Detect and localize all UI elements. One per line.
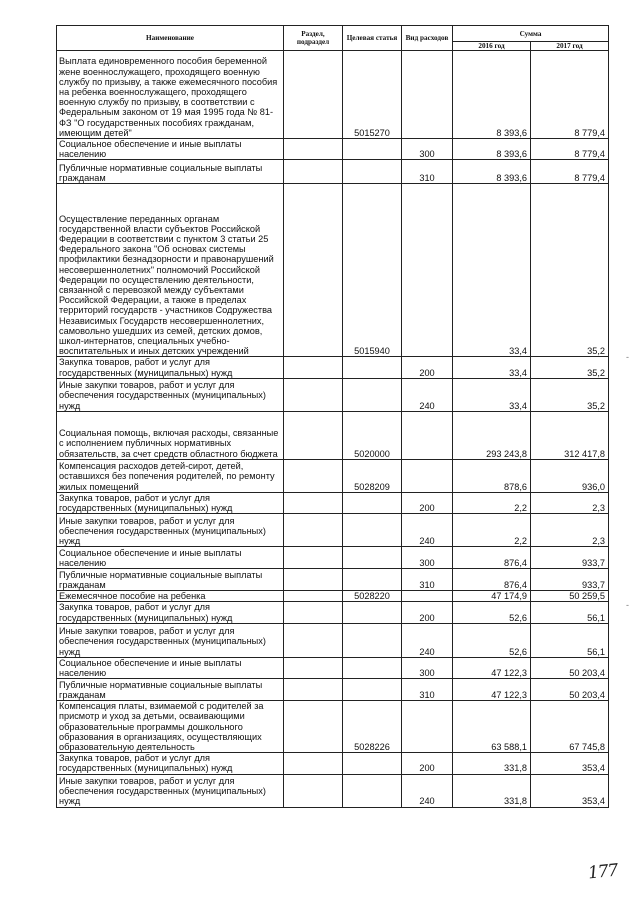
header-year-2017: 2017 год xyxy=(531,42,609,51)
page-number: 177 xyxy=(587,860,619,884)
row-kind-cell: 200 xyxy=(402,492,453,513)
row-section-cell xyxy=(284,184,343,357)
row-name-cell: Иные закупки товаров, работ и услуг для обеспечения государственных (муниципальных) нужд xyxy=(57,378,284,411)
row-kind-cell: 310 xyxy=(402,679,453,701)
row-sum-2017-cell: 50 203,4 xyxy=(531,657,609,678)
row-target-cell xyxy=(343,514,402,547)
row-sum-2016-cell: 2,2 xyxy=(453,492,531,513)
row-sum-2016-cell: 63 588,1 xyxy=(453,701,531,753)
row-kind-cell: 240 xyxy=(402,774,453,807)
row-target-cell xyxy=(343,492,402,513)
row-name-cell: Публичные нормативные социальные выплаты гражданам xyxy=(57,679,284,701)
row-section-cell xyxy=(284,411,343,459)
row-sum-2017-cell: 35,2 xyxy=(531,184,609,357)
row-name-cell: Социальное обеспечение и иные выплаты населению xyxy=(57,657,284,678)
table-row xyxy=(57,657,609,678)
row-kind-cell xyxy=(402,701,453,753)
row-sum-2016-cell: 293 243,8 xyxy=(453,411,531,459)
header-sum: Сумма xyxy=(453,26,609,42)
row-kind-cell xyxy=(402,184,453,357)
table-row xyxy=(57,623,609,657)
row-kind-cell: 200 xyxy=(402,753,453,774)
row-section-cell xyxy=(284,514,343,547)
row-target-cell xyxy=(343,160,402,184)
row-name-cell: Социальное обеспечение и иные выплаты населению xyxy=(57,547,284,569)
row-section-cell xyxy=(284,569,343,591)
row-target-cell: 5028226 xyxy=(343,701,402,753)
row-name-cell: Иные закупки товаров, работ и услуг для обеспечения государственных (муниципальных) нужд xyxy=(57,623,284,657)
row-kind-cell: 300 xyxy=(402,547,453,569)
row-target-cell xyxy=(343,602,402,623)
row-target-cell xyxy=(343,657,402,678)
row-kind-cell xyxy=(402,591,453,602)
row-section-cell xyxy=(284,701,343,753)
row-kind-cell: 200 xyxy=(402,357,453,378)
row-sum-2017-cell: 353,4 xyxy=(531,753,609,774)
row-section-cell xyxy=(284,623,343,657)
row-target-cell: 5015940 xyxy=(343,184,402,357)
row-name-cell: Ежемесячное пособие на ребенка xyxy=(57,591,284,602)
row-target-cell xyxy=(343,357,402,378)
table-row xyxy=(57,378,609,411)
budget-table xyxy=(56,25,609,808)
row-name-cell: Иные закупки товаров, работ и услуг для обеспечения государственных (муниципальных) нужд xyxy=(57,514,284,547)
row-name-cell: Компенсация расходов детей-сирот, детей, оставшихся без попечения родителей, по ремонту жилых помещений xyxy=(57,459,284,492)
table-row xyxy=(57,591,609,602)
row-sum-2017-cell: 35,2 xyxy=(531,378,609,411)
row-name-cell: Социальное обеспечение и иные выплаты населению xyxy=(57,139,284,160)
row-section-cell xyxy=(284,774,343,807)
row-target-cell: 5028220 xyxy=(343,591,402,602)
row-sum-2017-cell: 50 259,5 xyxy=(531,591,609,602)
row-target-cell xyxy=(343,753,402,774)
row-sum-2017-cell: 8 779,4 xyxy=(531,51,609,139)
row-name-cell: Публичные нормативные социальные выплаты гражданам xyxy=(57,569,284,591)
row-sum-2016-cell: 331,8 xyxy=(453,774,531,807)
row-kind-cell xyxy=(402,51,453,139)
row-name-cell: Социальная помощь, включая расходы, связанные с исполнением публичных нормативных обязательств, за счет средств областного бюджета xyxy=(57,411,284,459)
row-sum-2017-cell: 56,1 xyxy=(531,623,609,657)
row-sum-2016-cell: 47 174,9 xyxy=(453,591,531,602)
row-sum-2017-cell: 933,7 xyxy=(531,569,609,591)
table-row xyxy=(57,492,609,513)
table-row xyxy=(57,547,609,569)
row-name-cell: Закупка товаров, работ и услуг для государственных (муниципальных) нужд xyxy=(57,753,284,774)
header-target: Целевая статья xyxy=(343,26,402,51)
row-sum-2016-cell: 8 393,6 xyxy=(453,139,531,160)
row-sum-2016-cell: 52,6 xyxy=(453,602,531,623)
table-header xyxy=(57,26,609,51)
row-name-cell: Компенсация платы, взимаемой с родителей за присмотр и уход за детьми, осваивающими образовательные программы дошкольного образования в организациях, осуществляющих образовательную деятельность xyxy=(57,701,284,753)
row-section-cell xyxy=(284,357,343,378)
row-section-cell xyxy=(284,753,343,774)
row-target-cell xyxy=(343,378,402,411)
row-sum-2017-cell: 936,0 xyxy=(531,459,609,492)
row-kind-cell: 310 xyxy=(402,160,453,184)
row-section-cell xyxy=(284,51,343,139)
row-kind-cell: 300 xyxy=(402,657,453,678)
row-name-cell: Закупка товаров, работ и услуг для государственных (муниципальных) нужд xyxy=(57,492,284,513)
row-kind-cell: 240 xyxy=(402,623,453,657)
row-target-cell xyxy=(343,623,402,657)
table-body xyxy=(57,51,609,808)
table-row xyxy=(57,184,609,357)
row-target-cell xyxy=(343,547,402,569)
row-sum-2016-cell: 33,4 xyxy=(453,378,531,411)
row-target-cell xyxy=(343,139,402,160)
row-target-cell xyxy=(343,774,402,807)
row-name-cell: Выплата единовременного пособия беременной жене военнослужащего, проходящего военную службу по призыву, а также ежемесячного пособия на ребенка военнослужащего, проходящего военную службу по призыву, в соответствии с Федеральным законом от 19 мая 1995 года № 81-ФЗ "О государственных пособиях гражданам, имеющим детей" xyxy=(57,51,284,139)
row-target-cell xyxy=(343,569,402,591)
row-name-cell: Закупка товаров, работ и услуг для государственных (муниципальных) нужд xyxy=(57,602,284,623)
row-target-cell: 5015270 xyxy=(343,51,402,139)
row-sum-2016-cell: 331,8 xyxy=(453,753,531,774)
row-sum-2016-cell: 8 393,6 xyxy=(453,51,531,139)
row-sum-2016-cell: 33,4 xyxy=(453,357,531,378)
header-section: Раздел, подраздел xyxy=(284,26,343,51)
row-kind-cell: 240 xyxy=(402,514,453,547)
row-kind-cell: 240 xyxy=(402,378,453,411)
margin-mark: - xyxy=(626,600,629,610)
table-row xyxy=(57,51,609,139)
row-sum-2016-cell: 8 393,6 xyxy=(453,160,531,184)
table-row xyxy=(57,459,609,492)
row-name-cell: Публичные нормативные социальные выплаты гражданам xyxy=(57,160,284,184)
row-sum-2016-cell: 876,4 xyxy=(453,547,531,569)
row-sum-2017-cell: 35,2 xyxy=(531,357,609,378)
row-sum-2017-cell: 8 779,4 xyxy=(531,139,609,160)
row-sum-2017-cell: 67 745,8 xyxy=(531,701,609,753)
table-row xyxy=(57,774,609,807)
row-sum-2017-cell: 8 779,4 xyxy=(531,160,609,184)
row-kind-cell: 310 xyxy=(402,569,453,591)
table-row xyxy=(57,160,609,184)
row-target-cell: 5028209 xyxy=(343,459,402,492)
row-sum-2016-cell: 47 122,3 xyxy=(453,657,531,678)
row-sum-2017-cell: 2,3 xyxy=(531,514,609,547)
row-sum-2016-cell: 2,2 xyxy=(453,514,531,547)
table-row xyxy=(57,357,609,378)
row-name-cell: Иные закупки товаров, работ и услуг для обеспечения государственных (муниципальных) нужд xyxy=(57,774,284,807)
row-kind-cell xyxy=(402,459,453,492)
row-sum-2016-cell: 878,6 xyxy=(453,459,531,492)
row-sum-2017-cell: 312 417,8 xyxy=(531,411,609,459)
row-section-cell xyxy=(284,591,343,602)
row-name-cell: Закупка товаров, работ и услуг для государственных (муниципальных) нужд xyxy=(57,357,284,378)
header-name: Наименование xyxy=(57,26,284,51)
row-sum-2017-cell: 2,3 xyxy=(531,492,609,513)
row-kind-cell xyxy=(402,411,453,459)
header-kind: Вид расходов xyxy=(402,26,453,51)
row-section-cell xyxy=(284,547,343,569)
row-sum-2017-cell: 50 203,4 xyxy=(531,679,609,701)
row-section-cell xyxy=(284,139,343,160)
row-sum-2016-cell: 47 122,3 xyxy=(453,679,531,701)
table-row xyxy=(57,139,609,160)
row-sum-2016-cell: 33,4 xyxy=(453,184,531,357)
row-target-cell xyxy=(343,679,402,701)
table-row xyxy=(57,753,609,774)
row-kind-cell: 300 xyxy=(402,139,453,160)
row-sum-2016-cell: 52,6 xyxy=(453,623,531,657)
row-name-cell: Осуществление переданных органам государственной власти субъектов Российской Федерации в соответствии с пунктом 3 статьи 25 Федерального закона "Об основах системы профилактики безнадзорности и правонарушений несовершеннолетних" полномочий Российской Федерации по осуществлению деятельности, связанной с перевозкой между субъектами Российской Федерации, а также в пределах территорий государств - участников Содружества Независимых Государств несовершеннолетних, самовольно ушедших из семей, детских домов, школ-интернатов, специальных учебно-воспитательных и иных детских учреждений xyxy=(57,184,284,357)
row-section-cell xyxy=(284,492,343,513)
row-section-cell xyxy=(284,459,343,492)
table-row xyxy=(57,514,609,547)
table-row xyxy=(57,701,609,753)
row-section-cell xyxy=(284,378,343,411)
row-section-cell xyxy=(284,160,343,184)
row-sum-2017-cell: 933,7 xyxy=(531,547,609,569)
row-sum-2017-cell: 353,4 xyxy=(531,774,609,807)
row-section-cell xyxy=(284,602,343,623)
row-sum-2017-cell: 56,1 xyxy=(531,602,609,623)
row-section-cell xyxy=(284,679,343,701)
row-sum-2016-cell: 876,4 xyxy=(453,569,531,591)
margin-mark: - xyxy=(626,352,629,362)
row-kind-cell: 200 xyxy=(402,602,453,623)
table-row xyxy=(57,602,609,623)
row-section-cell xyxy=(284,657,343,678)
table-row xyxy=(57,569,609,591)
header-year-2016: 2016 год xyxy=(453,42,531,51)
table-row xyxy=(57,679,609,701)
row-target-cell: 5020000 xyxy=(343,411,402,459)
table-row xyxy=(57,411,609,459)
